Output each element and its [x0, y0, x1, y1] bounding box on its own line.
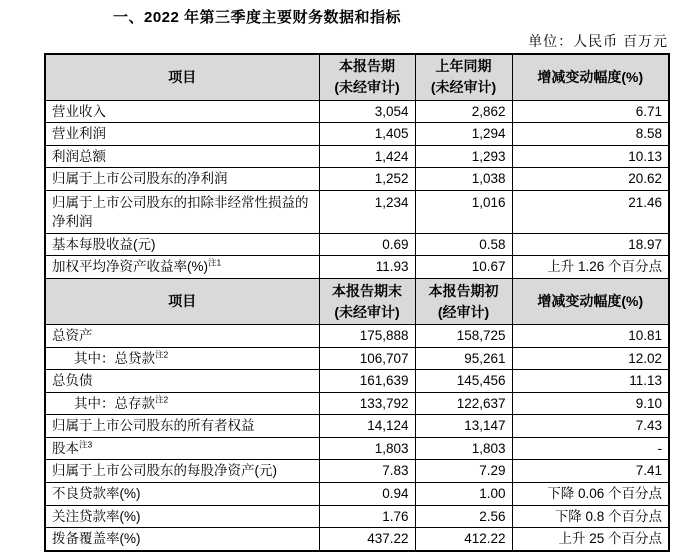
- header-text: 上年同期: [435, 58, 492, 75]
- label-text: 其中：总存款: [74, 395, 155, 411]
- label-text: 不良贷款率(%): [52, 485, 141, 501]
- label-text: 营业收入: [52, 103, 106, 119]
- row-label: [45, 482, 319, 505]
- prior-value: 95,261: [415, 347, 512, 370]
- prior-value: 10.67: [415, 256, 512, 279]
- change-value: 12.02: [512, 347, 669, 370]
- prior-value: 1,016: [415, 190, 512, 233]
- table-row: [45, 392, 669, 415]
- table-row: [45, 145, 669, 168]
- current-value: 161,639: [319, 370, 415, 393]
- change-value: 下降 0.8 个百分点: [512, 505, 669, 528]
- row-label: [45, 325, 319, 348]
- table-row: [45, 347, 669, 370]
- label-text: 股本: [52, 440, 79, 456]
- table-row: [45, 415, 669, 438]
- row-label: [45, 233, 319, 256]
- current-value: 437.22: [319, 528, 415, 551]
- header-text: 增减变动幅度(%): [537, 68, 644, 85]
- change-value: 7.43: [512, 415, 669, 438]
- label-text: 总资产: [52, 328, 93, 343]
- current-value: 1,803: [319, 437, 415, 460]
- prior-value: 1,038: [415, 168, 512, 191]
- section2-header-period-begin: [415, 279, 512, 325]
- footnote-ref: 注3: [79, 439, 93, 450]
- label-text: 归属于上市公司股东的每股净资产(元): [52, 463, 277, 479]
- current-value: 1,234: [319, 190, 415, 233]
- prior-value: 412.22: [415, 528, 512, 551]
- change-value: 11.13: [512, 370, 669, 393]
- row-label: [45, 505, 319, 528]
- prior-value: 1,803: [415, 437, 512, 460]
- table-row: [45, 325, 669, 348]
- header-text: 本报告期初: [428, 282, 499, 299]
- header-text: 本报告期末: [332, 282, 402, 299]
- header-text: (未经审计): [334, 303, 400, 320]
- table-row: [45, 370, 669, 393]
- change-value: 上升 25 个百分点: [512, 528, 669, 551]
- current-value: 1,424: [319, 145, 415, 168]
- section2-header-item: [45, 279, 319, 325]
- change-value: 8.58: [512, 123, 669, 146]
- table-row: [45, 460, 669, 483]
- prior-value: 158,725: [415, 325, 512, 348]
- row-label: [45, 256, 319, 279]
- section2-header-row: [45, 279, 669, 325]
- row-label: [45, 415, 319, 438]
- current-value: 1,252: [319, 168, 415, 191]
- table-row: [45, 233, 669, 256]
- table-row: [45, 168, 669, 191]
- label-text: 其中：总贷款: [74, 350, 155, 366]
- prior-value: 2.56: [415, 505, 512, 528]
- header-text: (经审计): [437, 303, 490, 320]
- row-label: [45, 370, 319, 393]
- footnote-ref: 注2: [155, 394, 169, 405]
- prior-value: 7.29: [415, 460, 512, 483]
- header-text: (未经审计): [334, 79, 400, 96]
- prior-value: 2,862: [415, 100, 512, 123]
- label-text: 营业利润: [52, 126, 106, 142]
- table-row: [45, 437, 669, 460]
- prior-value: 1,294: [415, 123, 512, 146]
- row-label: [45, 168, 319, 191]
- table-row: [45, 190, 669, 233]
- prior-value: 1.00: [415, 482, 512, 505]
- table-row: [45, 528, 669, 551]
- change-value: -: [512, 437, 669, 460]
- change-value: 7.41: [512, 460, 669, 483]
- current-value: 1,405: [319, 123, 415, 146]
- label-text: 归属于上市公司股东的扣除非经常性损益的净利润: [52, 194, 309, 230]
- table-row: [45, 256, 669, 279]
- prior-value: 145,456: [415, 370, 512, 393]
- current-value: 106,707: [319, 347, 415, 370]
- row-label: [45, 100, 319, 123]
- prior-value: 13,147: [415, 415, 512, 438]
- prior-value: 122,637: [415, 392, 512, 415]
- section1-header-prior-period: [415, 54, 512, 100]
- section1-header-change: [512, 54, 669, 100]
- label-text: 关注贷款率(%): [52, 508, 141, 524]
- label-text: 基本每股收益(元): [52, 236, 156, 252]
- row-label: [45, 190, 319, 233]
- page-title: 一、2022 年第三季度主要财务数据和指标: [113, 9, 402, 26]
- row-label: [45, 347, 319, 370]
- current-value: 14,124: [319, 415, 415, 438]
- footnote-ref: 注1: [208, 257, 222, 268]
- header-text: 增减变动幅度(%): [537, 293, 644, 309]
- row-label: [45, 437, 319, 460]
- row-label: [45, 460, 319, 483]
- current-value: 0.69: [319, 233, 415, 256]
- section1-header-current-period: [319, 54, 415, 100]
- row-label: [45, 123, 319, 146]
- footnote-ref: 注2: [155, 349, 169, 360]
- section1-header-item: [45, 54, 319, 100]
- change-value: 10.13: [512, 145, 669, 168]
- label-text: 归属于上市公司股东的净利润: [52, 171, 228, 187]
- current-value: 0.94: [319, 482, 415, 505]
- financial-data-table: [44, 53, 670, 552]
- label-text: 加权平均净资产收益率(%): [52, 259, 208, 275]
- change-value: 10.81: [512, 325, 669, 348]
- header-text: 本报告期: [339, 58, 395, 75]
- section2-header-change: [512, 279, 669, 325]
- unit-label: 单位：人民币 百万元: [528, 33, 668, 49]
- table-row: [45, 482, 669, 505]
- change-value: 9.10: [512, 392, 669, 415]
- current-value: 7.83: [319, 460, 415, 483]
- section1-header-row: [45, 54, 669, 100]
- label-text: 拨备覆盖率(%): [52, 531, 141, 547]
- header-text: 项目: [168, 293, 197, 309]
- table-row: [45, 123, 669, 146]
- current-value: 133,792: [319, 392, 415, 415]
- change-value: 21.46: [512, 190, 669, 233]
- label-text: 归属于上市公司股东的所有者权益: [52, 418, 255, 434]
- change-value: 20.62: [512, 168, 669, 191]
- row-label: [45, 145, 319, 168]
- current-value: 3,054: [319, 100, 415, 123]
- header-text: (未经审计): [430, 79, 497, 96]
- header-text: 项目: [168, 68, 197, 85]
- current-value: 11.93: [319, 256, 415, 279]
- current-value: 1.76: [319, 505, 415, 528]
- table-row: [45, 100, 669, 123]
- prior-value: 0.58: [415, 233, 512, 256]
- change-value: 上升 1.26 个百分点: [512, 256, 669, 279]
- current-value: 175,888: [319, 325, 415, 348]
- section2-header-period-end: [319, 279, 415, 325]
- row-label: [45, 528, 319, 551]
- prior-value: 1,293: [415, 145, 512, 168]
- change-value: 6.71: [512, 100, 669, 123]
- label-text: 总负债: [52, 373, 93, 389]
- table-row: [45, 505, 669, 528]
- row-label: [45, 392, 319, 415]
- change-value: 下降 0.06 个百分点: [512, 482, 669, 505]
- change-value: 18.97: [512, 233, 669, 256]
- label-text: 利润总额: [52, 148, 106, 164]
